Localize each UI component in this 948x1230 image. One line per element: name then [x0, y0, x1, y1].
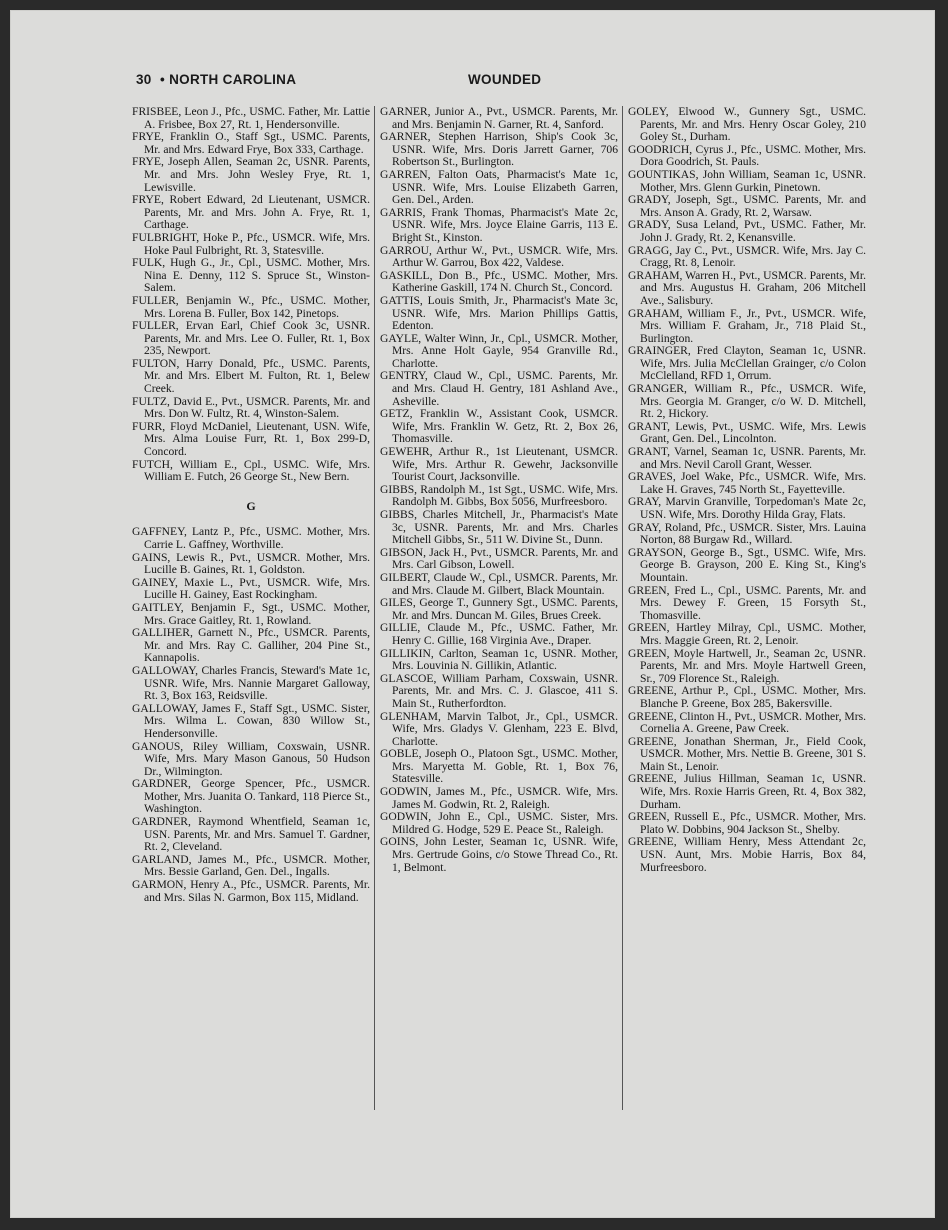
- casualty-entry: GILES, George T., Gunnery Sgt., USMC. Parents, Mr. and Mrs. Duncan M. Giles, Brues Creek.: [380, 596, 618, 622]
- casualty-entry: GODWIN, James M., Pfc., USMCR. Wife, Mrs. James M. Godwin, Rt. 2, Raleigh.: [380, 785, 618, 811]
- casualty-entry: GENTRY, Claud W., Cpl., USMC. Parents, Mr. and Mrs. Claud H. Gentry, 181 Ashland Ave., Asheville.: [380, 369, 618, 408]
- casualty-entry: GAITLEY, Benjamin F., Sgt., USMC. Mother, Mrs. Grace Gaitley, Rt. 1, Rowland.: [132, 600, 370, 627]
- casualty-entry: GIBBS, Charles Mitchell, Jr., Pharmacist's Mate 3c, USNR. Parents, Mr. and Mrs. Charles Mitchell Gibbs, Sr., 511 W. Divine St., Dunn.: [380, 508, 618, 547]
- casualty-entry: GATTIS, Louis Smith, Jr., Pharmacist's Mate 3c, USNR. Wife, Mrs. Marion Phillips Gattis, Edenton.: [380, 293, 618, 333]
- casualty-entry: GILBERT, Claude W., Cpl., USMCR. Parents, Mr. and Mrs. Claude M. Gilbert, Black Mountain.: [380, 570, 618, 597]
- casualty-entry: GARNER, Stephen Harrison, Ship's Cook 3c, USNR. Wife, Mrs. Doris Jarrett Garner, 706 Robertson St., Burlington.: [380, 130, 618, 169]
- column-divider-1: [374, 106, 375, 1110]
- casualty-entry: GEWEHR, Arthur R., 1st Lieutenant, USMCR. Wife, Mrs. Arthur R. Gewehr, Jacksonville Tourist Court, Jacksonville.: [380, 445, 618, 484]
- casualty-entry: GLENHAM, Marvin Talbot, Jr., Cpl., USMCR. Wife, Mrs. Gladys V. Glenham, 223 E. Blvd, Charlotte.: [380, 709, 618, 748]
- state-title: [160, 72, 296, 87]
- casualty-entry: FULBRIGHT, Hoke P., Pfc., USMCR. Wife, Mrs. Hoke Paul Fulbright, Rt. 3, Statesville.: [132, 230, 370, 257]
- column-2: [380, 106, 618, 874]
- state-name: NORTH CAROLINA: [169, 72, 297, 87]
- casualty-entry: FRYE, Robert Edward, 2d Lieutenant, USMCR. Parents, Mr. and Mrs. John A. Frye, Rt. 1, Carthage.: [132, 193, 370, 232]
- casualty-entry: FRYE, Franklin O., Staff Sgt., USMC. Parents, Mr. and Mrs. Edward Frye, Box 333, Carthage.: [132, 130, 370, 156]
- casualty-entry: FRISBEE, Leon J., Pfc., USMC. Father, Mr. Lattie A. Frisbee, Box 27, Rt. 1, Hendersonville.: [132, 105, 370, 131]
- casualty-entry: FRYE, Joseph Allen, Seaman 2c, USNR. Parents, Mr. and Mrs. John Wesley Frye, Rt. 1, Lewisville.: [132, 155, 370, 194]
- casualty-entry: FULLER, Ervan Earl, Chief Cook 3c, USNR. Parents, Mr. and Mrs. Lee O. Fuller, Rt. 1, Box 235, Newport.: [132, 319, 370, 358]
- casualty-entry: GLASCOE, William Parham, Coxswain, USNR. Parents, Mr. and Mrs. C. J. Glascoe, 411 S. Main St., Rutherfordton.: [380, 671, 618, 710]
- casualty-entry: GRAY, Marvin Granville, Torpedoman's Mate 2c, USN. Wife, Mrs. Dorothy Hilda Gray, Flats.: [628, 495, 866, 521]
- casualty-entry: FURR, Floyd McDaniel, Lieutenant, USN. Wife, Mrs. Alma Louise Furr, Rt. 1, Box 299-D, Concord.: [132, 419, 370, 459]
- casualty-entry: GREEN, Fred L., Cpl., USMC. Parents, Mr. and Mrs. Dewey F. Green, 15 Forsyth St., Thomasville.: [628, 583, 866, 622]
- casualty-entry: GARNER, Junior A., Pvt., USMCR. Parents, Mr. and Mrs. Benjamin N. Garner, Rt. 4, Sanford.: [380, 105, 618, 131]
- casualty-entry: GILLIE, Claude M., Pfc., USMC. Father, Mr. Henry C. Gillie, 168 Virginia Ave., Draper.: [380, 621, 618, 647]
- casualty-entry: GIBSON, Jack H., Pvt., USMCR. Parents, Mr. and Mrs. Carl Gibson, Lowell.: [380, 545, 618, 572]
- casualty-entry: GRAINGER, Fred Clayton, Seaman 1c, USNR. Wife, Mrs. Julia McClellan Grainger, c/o Colon McClelland, RFD 1, Orrum.: [628, 344, 866, 383]
- casualty-entry: GRAY, Roland, Pfc., USMCR. Sister, Mrs. Lauina Norton, 88 Burgaw Rd., Willard.: [628, 520, 866, 547]
- casualty-entry: GALLOWAY, James F., Staff Sgt., USMC. Sister, Mrs. Wilma L. Cowan, 830 Willow St., Hendersonville.: [132, 701, 370, 740]
- casualty-entry: GETZ, Franklin W., Assistant Cook, USMCR. Wife, Mrs. Franklin W. Getz, Rt. 2, Box 26, Thomasville.: [380, 407, 618, 446]
- casualty-entry: GRADY, Susa Leland, Pvt., USMC. Father, Mr. John J. Grady, Rt. 2, Kenansville.: [628, 218, 866, 244]
- casualty-entry: GAFFNEY, Lantz P., Pfc., USMC. Mother, Mrs. Carrie L. Gaffney, Worthville.: [132, 525, 370, 551]
- casualty-entry: GASKILL, Don B., Pfc., USMC. Mother, Mrs. Katherine Gaskill, 174 N. Church St., Concord.: [380, 268, 618, 295]
- casualty-entry: GIBBS, Randolph M., 1st Sgt., USMC. Wife, Mrs. Randolph M. Gibbs, Box 5056, Murfreesboro.: [380, 482, 618, 509]
- casualty-entry: GODWIN, John E., Cpl., USMC. Sister, Mrs. Mildred G. Hodge, 529 E. Peace St., Raleigh.: [380, 810, 618, 836]
- casualty-entry: FULLER, Benjamin W., Pfc., USMC. Mother, Mrs. Lorena B. Fuller, Box 142, Pinetops.: [132, 293, 370, 320]
- casualty-entry: GREENE, Clinton H., Pvt., USMCR. Mother, Mrs. Cornelia A. Greene, Paw Creek.: [628, 709, 866, 736]
- casualty-entry: GREEN, Hartley Milray, Cpl., USMC. Mother, Mrs. Maggie Green, Rt. 2, Lenoir.: [628, 621, 866, 647]
- casualty-entry: GREENE, William Henry, Mess Attendant 2c, USN. Aunt, Mrs. Mobie Harris, Box 84, Murfreesboro.: [628, 835, 866, 874]
- casualty-entry: GARMON, Henry A., Pfc., USMCR. Parents, Mr. and Mrs. Silas N. Garmon, Box 115, Midland.: [132, 878, 370, 904]
- casualty-entry: GALLIHER, Garnett N., Pfc., USMCR. Parents, Mr. and Mrs. Ray C. Galliher, 204 Pine St., Kannapolis.: [132, 626, 370, 665]
- casualty-entry: GOODRICH, Cyrus J., Pfc., USMC. Mother, Mrs. Dora Goodrich, St. Pauls.: [628, 142, 866, 169]
- casualty-entry: GREENE, Arthur P., Cpl., USMC. Mother, Mrs. Blanche P. Greene, Box 285, Bakersville.: [628, 684, 866, 710]
- casualty-entry: GAINS, Lewis R., Pvt., USMCR. Mother, Mrs. Lucille B. Gaines, Rt. 1, Goldston.: [132, 550, 370, 577]
- casualty-entry: GARLAND, James M., Pfc., USMCR. Mother, Mrs. Bessie Garland, Gen. Del., Ingalls.: [132, 852, 370, 879]
- casualty-entry: GARROU, Arthur W., Pvt., USMCR. Wife, Mrs. Arthur W. Garrou, Box 422, Valdese.: [380, 243, 618, 270]
- section-title: WOUNDED: [468, 72, 542, 87]
- casualty-entry: GRAVES, Joel Wake, Pfc., USMCR. Wife, Mrs. Lake H. Graves, 745 North St., Fayetteville.: [628, 470, 866, 496]
- casualty-entry: GOUNTIKAS, John William, Seaman 1c, USNR. Mother, Mrs. Glenn Gurkin, Pinetown.: [628, 167, 866, 194]
- casualty-entry: GANOUS, Riley William, Coxswain, USNR. Wife, Mrs. Mary Mason Ganous, 50 Hudson Dr., Wilmington.: [132, 739, 370, 778]
- casualty-entry: GREENE, Jonathan Sherman, Jr., Field Cook, USMCR. Mother, Mrs. Nettie B. Greene, 301 S. Main St., Lenoir.: [628, 734, 866, 773]
- casualty-entry: FULTZ, David E., Pvt., USMCR. Parents, Mr. and Mrs. Don W. Fultz, Rt. 4, Winston-Salem.: [132, 394, 370, 421]
- column-1: [132, 106, 370, 904]
- casualty-entry: GALLOWAY, Charles Francis, Steward's Mate 1c, USNR. Wife, Mrs. Nannie Margaret Galloway, Rt. 3, Box 163, Reidsville.: [132, 663, 370, 703]
- casualty-entry: GRAGG, Jay C., Pvt., USMCR. Wife, Mrs. Jay C. Cragg, Rt. 8, Lenoir.: [628, 243, 866, 270]
- casualty-entry: GARRIS, Frank Thomas, Pharmacist's Mate 2c, USNR. Wife, Mrs. Joyce Elaine Garris, 113 E. Bright St., Kinston.: [380, 205, 618, 244]
- casualty-entry: GREEN, Moyle Hartwell, Jr., Seaman 2c, USNR. Parents, Mr. and Mrs. Moyle Hartwell Green, Sr., 709 Florence St., Raleigh.: [628, 646, 866, 685]
- document-page: [10, 10, 935, 1218]
- casualty-entry: GRANT, Varnel, Seaman 1c, USNR. Parents, Mr. and Mrs. Nevil Caroll Grant, Wesser.: [628, 445, 866, 471]
- page-number: 30: [136, 72, 152, 87]
- casualty-entry: GREENE, Julius Hillman, Seaman 1c, USNR. Wife, Mrs. Roxie Harris Green, Rt. 4, Box 382, Durham.: [628, 772, 866, 811]
- section-letter: G: [246, 498, 256, 513]
- casualty-entry: FULK, Hugh G., Jr., Cpl., USMC. Mother, Mrs. Nina E. Denny, 112 S. Spruce St., Winston-Salem.: [132, 256, 370, 295]
- casualty-entry: FULTON, Harry Donald, Pfc., USMC. Parents, Mr. and Mrs. Elbert M. Fulton, Rt. 1, Belew Creek.: [132, 356, 370, 396]
- casualty-entry: GRAHAM, William F., Jr., Pvt., USMCR. Wife, Mrs. William F. Graham, Jr., 718 Plaid St., Burlington.: [628, 306, 866, 345]
- casualty-entry: GRANT, Lewis, Pvt., USMC. Wife, Mrs. Lewis Grant, Gen. Del., Lincolnton.: [628, 419, 866, 446]
- casualty-entry: GOINS, John Lester, Seaman 1c, USNR. Wife, Mrs. Gertrude Goins, c/o Stowe Thread Co., Rt. 1, Belmont.: [380, 835, 618, 874]
- casualty-entry: GAYLE, Walter Winn, Jr., Cpl., USMCR. Mother, Mrs. Anne Holt Gayle, 954 Granville Rd., Charlotte.: [380, 331, 618, 370]
- casualty-entry: GARREN, Falton Oats, Pharmacist's Mate 1c, USNR. Wife, Mrs. Louise Elizabeth Garren, Gen. Del., Arden.: [380, 167, 618, 207]
- casualty-entry: GRAHAM, Warren H., Pvt., USMCR. Parents, Mr. and Mrs. Augustus H. Graham, 206 Mitchell Ave., Salisbury.: [628, 268, 866, 307]
- casualty-entry: FUTCH, William E., Cpl., USMC. Wife, Mrs. William E. Futch, 26 George St., New Bern.: [132, 457, 370, 484]
- page-header: [136, 72, 855, 94]
- casualty-entry: GOLEY, Elwood W., Gunnery Sgt., USMC. Parents, Mr. and Mrs. Henry Oscar Goley, 210 Goley St., Durham.: [628, 105, 866, 144]
- casualty-entry: GRANGER, William R., Pfc., USMCR. Wife, Mrs. Georgia M. Granger, c/o W. D. Mitchell, Rt. 2, Hickory.: [628, 382, 866, 421]
- column-3: [628, 106, 866, 874]
- casualty-entry: GARDNER, George Spencer, Pfc., USMCR. Mother, Mrs. Juanita O. Tankard, 118 Pierce St., Washington.: [132, 777, 370, 816]
- casualty-entry: GRADY, Joseph, Sgt., USMC. Parents, Mr. and Mrs. Anson A. Grady, Rt. 2, Warsaw.: [628, 193, 866, 219]
- casualty-entry: GARDNER, Raymond Whentfield, Seaman 1c, USN. Parents, Mr. and Mrs. Samuel T. Gardner, Rt. 2, Cleveland.: [132, 815, 370, 854]
- casualty-entry: GAINEY, Maxie L., Pvt., USMCR. Wife, Mrs. Lucille H. Gainey, East Rockingham.: [132, 575, 370, 602]
- column-divider-2: [622, 106, 623, 1110]
- casualty-entry: GRAYSON, George B., Sgt., USMC. Wife, Mrs. George B. Grayson, 200 E. King St., King's Mountain.: [628, 545, 866, 584]
- casualty-entry: GILLIKIN, Carlton, Seaman 1c, USNR. Mother, Mrs. Louvinia N. Gillikin, Atlantic.: [380, 646, 618, 673]
- header-bullet: •: [160, 72, 166, 87]
- casualty-entry: GOBLE, Joseph O., Platoon Sgt., USMC. Mother, Mrs. Maryetta M. Goble, Rt. 1, Box 76, Statesville.: [380, 747, 618, 786]
- casualty-entry: GREEN, Russell E., Pfc., USMCR. Mother, Mrs. Plato W. Dobbins, 904 Jackson St., Shelby.: [628, 810, 866, 836]
